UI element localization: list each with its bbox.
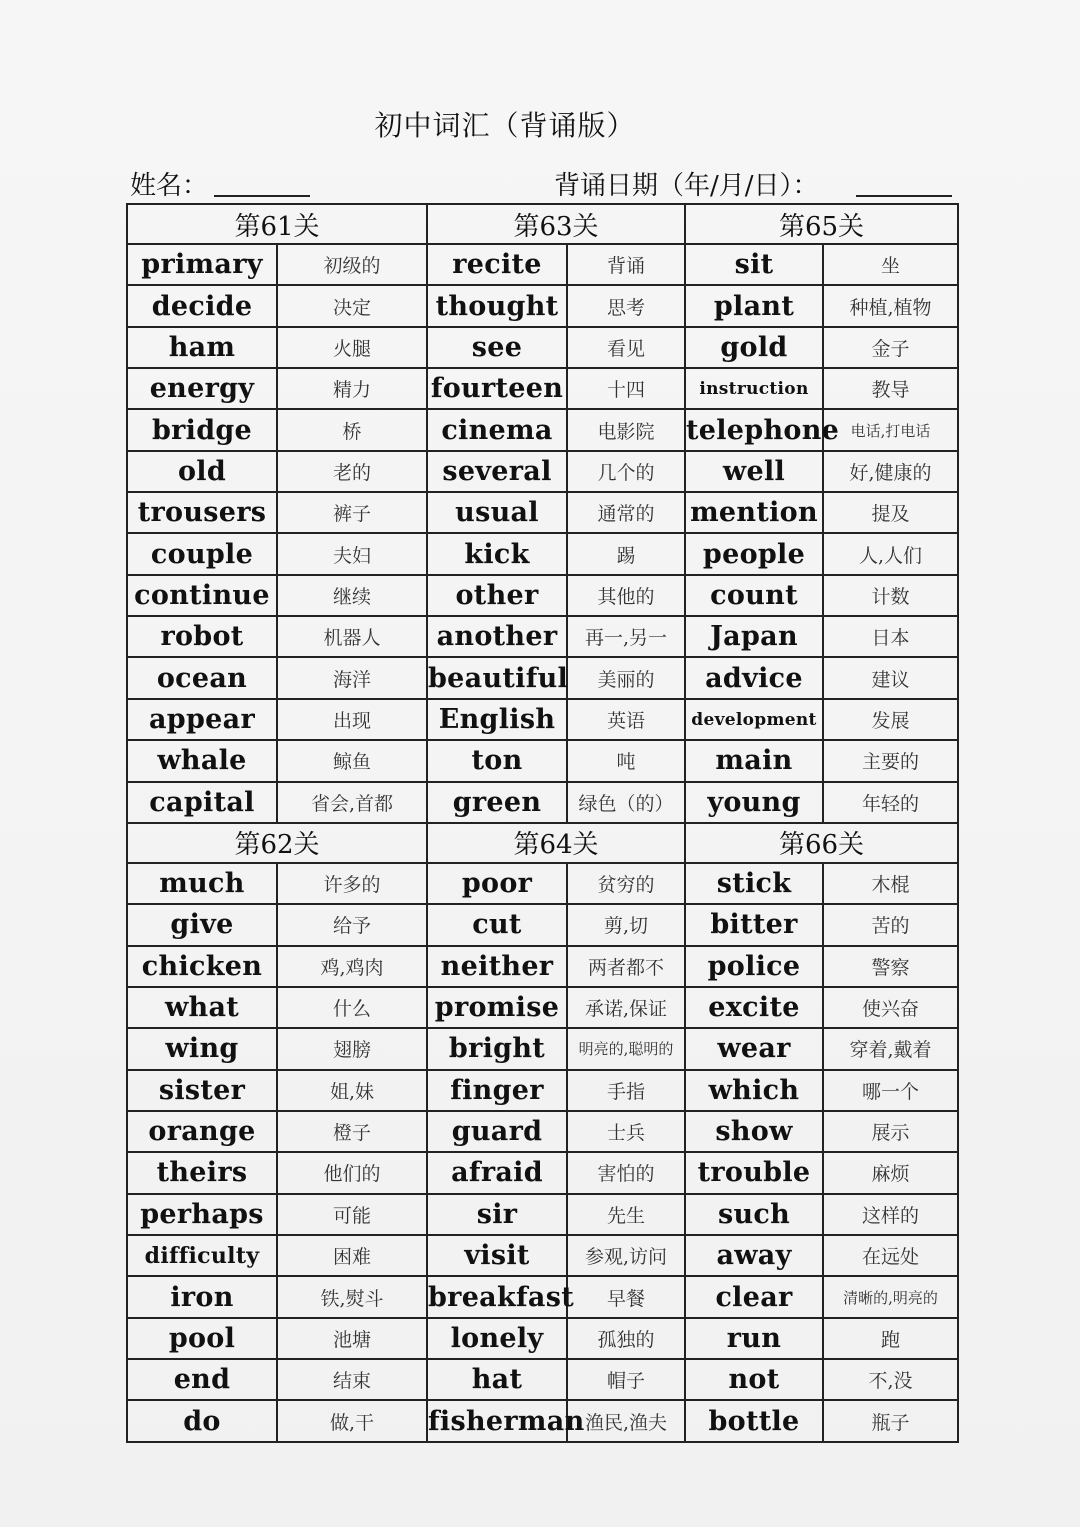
vocab-row <box>127 616 958 657</box>
chinese-meaning: 种植,植物 <box>823 285 958 326</box>
english-word: away <box>685 1235 823 1276</box>
english-word: run <box>685 1318 823 1359</box>
english-word: orange <box>127 1111 277 1152</box>
english-word: sister <box>127 1070 277 1111</box>
chinese-meaning: 瓶子 <box>823 1400 958 1442</box>
english-word: thought <box>427 285 567 326</box>
vocab-row <box>127 863 958 904</box>
chinese-meaning: 鸡,鸡肉 <box>277 946 427 987</box>
chinese-meaning: 建议 <box>823 657 958 698</box>
chinese-meaning: 士兵 <box>567 1111 685 1152</box>
chinese-meaning: 铁,熨斗 <box>277 1276 427 1317</box>
vocab-row <box>127 1152 958 1193</box>
english-word: stick <box>685 863 823 904</box>
level-header-row <box>127 823 958 863</box>
english-word: chicken <box>127 946 277 987</box>
chinese-meaning: 金子 <box>823 327 958 368</box>
level-header: 第65关 <box>685 204 958 244</box>
vocab-row <box>127 492 958 533</box>
english-word: decide <box>127 285 277 326</box>
english-word: whale <box>127 740 277 781</box>
vocab-row <box>127 1235 958 1276</box>
chinese-meaning: 看见 <box>567 327 685 368</box>
english-word: another <box>427 616 567 657</box>
english-word: theirs <box>127 1152 277 1193</box>
english-word: trousers <box>127 492 277 533</box>
chinese-meaning: 可能 <box>277 1194 427 1235</box>
english-word: cinema <box>427 409 567 450</box>
name-blank-line[interactable] <box>214 195 310 197</box>
english-word: guard <box>427 1111 567 1152</box>
english-word: wing <box>127 1028 277 1069</box>
english-word: ton <box>427 740 567 781</box>
chinese-meaning: 几个的 <box>567 451 685 492</box>
chinese-meaning: 池塘 <box>277 1318 427 1359</box>
vocab-row <box>127 409 958 450</box>
vocab-row <box>127 368 958 409</box>
english-word: capital <box>127 782 277 823</box>
level-header: 第63关 <box>427 204 685 244</box>
chinese-meaning: 两者都不 <box>567 946 685 987</box>
english-word: end <box>127 1359 277 1400</box>
english-word: perhaps <box>127 1194 277 1235</box>
english-word: robot <box>127 616 277 657</box>
chinese-meaning: 初级的 <box>277 244 427 285</box>
level-header-row <box>127 204 958 244</box>
chinese-meaning: 电影院 <box>567 409 685 450</box>
english-word: such <box>685 1194 823 1235</box>
chinese-meaning: 决定 <box>277 285 427 326</box>
vocab-row <box>127 987 958 1028</box>
english-word: primary <box>127 244 277 285</box>
english-word: afraid <box>427 1152 567 1193</box>
chinese-meaning: 日本 <box>823 616 958 657</box>
english-word: sir <box>427 1194 567 1235</box>
english-word: old <box>127 451 277 492</box>
english-word: iron <box>127 1276 277 1317</box>
chinese-meaning: 许多的 <box>277 863 427 904</box>
chinese-meaning: 裤子 <box>277 492 427 533</box>
vocab-row <box>127 657 958 698</box>
chinese-meaning: 夫妇 <box>277 533 427 574</box>
english-word: bottle <box>685 1400 823 1442</box>
english-word: do <box>127 1400 277 1442</box>
english-word: main <box>685 740 823 781</box>
english-word: telephone <box>685 409 823 450</box>
chinese-meaning: 渔民,渔夫 <box>567 1400 685 1442</box>
chinese-meaning: 木棍 <box>823 863 958 904</box>
english-word: plant <box>685 285 823 326</box>
english-word: show <box>685 1111 823 1152</box>
english-word: other <box>427 575 567 616</box>
english-word: recite <box>427 244 567 285</box>
chinese-meaning: 承诺,保证 <box>567 987 685 1028</box>
chinese-meaning: 电话,打电话 <box>823 409 958 450</box>
chinese-meaning: 年轻的 <box>823 782 958 823</box>
english-word: green <box>427 782 567 823</box>
english-word: fisherman <box>427 1400 567 1442</box>
vocab-row <box>127 1318 958 1359</box>
chinese-meaning: 不,没 <box>823 1359 958 1400</box>
chinese-meaning: 橙子 <box>277 1111 427 1152</box>
english-word: sit <box>685 244 823 285</box>
chinese-meaning: 结束 <box>277 1359 427 1400</box>
english-word: several <box>427 451 567 492</box>
chinese-meaning: 跑 <box>823 1318 958 1359</box>
english-word: appear <box>127 699 277 740</box>
vocab-row <box>127 533 958 574</box>
chinese-meaning: 继续 <box>277 575 427 616</box>
chinese-meaning: 通常的 <box>567 492 685 533</box>
english-word: cut <box>427 904 567 945</box>
vocab-row <box>127 451 958 492</box>
vocab-row <box>127 575 958 616</box>
english-word: poor <box>427 863 567 904</box>
chinese-meaning: 十四 <box>567 368 685 409</box>
level-header: 第64关 <box>427 823 685 863</box>
english-word: finger <box>427 1070 567 1111</box>
chinese-meaning: 海洋 <box>277 657 427 698</box>
english-word: bridge <box>127 409 277 450</box>
chinese-meaning: 警察 <box>823 946 958 987</box>
chinese-meaning: 发展 <box>823 699 958 740</box>
chinese-meaning: 害怕的 <box>567 1152 685 1193</box>
level-header: 第61关 <box>127 204 427 244</box>
date-label: 背诵日期（年/月/日）： <box>554 171 819 201</box>
chinese-meaning: 他们的 <box>277 1152 427 1193</box>
vocab-row <box>127 285 958 326</box>
english-word: young <box>685 782 823 823</box>
english-word: usual <box>427 492 567 533</box>
english-word: see <box>427 327 567 368</box>
english-word: bright <box>427 1028 567 1069</box>
chinese-meaning: 鲸鱼 <box>277 740 427 781</box>
english-word: English <box>427 699 567 740</box>
english-word: clear <box>685 1276 823 1317</box>
chinese-meaning: 在远处 <box>823 1235 958 1276</box>
chinese-meaning: 踢 <box>567 533 685 574</box>
chinese-meaning: 翅膀 <box>277 1028 427 1069</box>
chinese-meaning: 再一,另一 <box>567 616 685 657</box>
chinese-meaning: 英语 <box>567 699 685 740</box>
english-word: lonely <box>427 1318 567 1359</box>
page-title: 初中词汇（背诵版） <box>374 109 636 142</box>
english-word: breakfast <box>427 1276 567 1317</box>
chinese-meaning: 参观,访问 <box>567 1235 685 1276</box>
english-word: what <box>127 987 277 1028</box>
chinese-meaning: 其他的 <box>567 575 685 616</box>
english-word: Japan <box>685 616 823 657</box>
english-word: kick <box>427 533 567 574</box>
english-word: excite <box>685 987 823 1028</box>
english-word: energy <box>127 368 277 409</box>
vocab-row <box>127 1111 958 1152</box>
vocab-row <box>127 244 958 285</box>
vocab-row <box>127 1276 958 1317</box>
vocab-row <box>127 699 958 740</box>
english-word: people <box>685 533 823 574</box>
english-word: fourteen <box>427 368 567 409</box>
chinese-meaning: 火腿 <box>277 327 427 368</box>
chinese-meaning: 清晰的,明亮的 <box>823 1276 958 1317</box>
chinese-meaning: 绿色（的） <box>567 782 685 823</box>
english-word: pool <box>127 1318 277 1359</box>
chinese-meaning: 机器人 <box>277 616 427 657</box>
vocab-table <box>126 203 959 1443</box>
vocab-row <box>127 782 958 823</box>
chinese-meaning: 剪,切 <box>567 904 685 945</box>
chinese-meaning: 这样的 <box>823 1194 958 1235</box>
english-word: ocean <box>127 657 277 698</box>
english-word: ham <box>127 327 277 368</box>
english-word: mention <box>685 492 823 533</box>
vocab-row <box>127 1400 958 1442</box>
level-header: 第66关 <box>685 823 958 863</box>
name-label: 姓名： <box>130 171 209 201</box>
english-word: bitter <box>685 904 823 945</box>
chinese-meaning: 早餐 <box>567 1276 685 1317</box>
chinese-meaning: 背诵 <box>567 244 685 285</box>
chinese-meaning: 使兴奋 <box>823 987 958 1028</box>
chinese-meaning: 桥 <box>277 409 427 450</box>
chinese-meaning: 哪一个 <box>823 1070 958 1111</box>
chinese-meaning: 麻烦 <box>823 1152 958 1193</box>
chinese-meaning: 先生 <box>567 1194 685 1235</box>
english-word: police <box>685 946 823 987</box>
chinese-meaning: 计数 <box>823 575 958 616</box>
vocab-row <box>127 327 958 368</box>
vocab-row <box>127 1028 958 1069</box>
vocab-row <box>127 1359 958 1400</box>
english-word: visit <box>427 1235 567 1276</box>
english-word: not <box>685 1359 823 1400</box>
english-word: neither <box>427 946 567 987</box>
english-word: advice <box>685 657 823 698</box>
chinese-meaning: 好,健康的 <box>823 451 958 492</box>
chinese-meaning: 精力 <box>277 368 427 409</box>
english-word: give <box>127 904 277 945</box>
chinese-meaning: 手指 <box>567 1070 685 1111</box>
chinese-meaning: 明亮的,聪明的 <box>567 1028 685 1069</box>
english-word: well <box>685 451 823 492</box>
chinese-meaning: 人,人们 <box>823 533 958 574</box>
chinese-meaning: 美丽的 <box>567 657 685 698</box>
english-word: development <box>685 699 823 740</box>
chinese-meaning: 思考 <box>567 285 685 326</box>
chinese-meaning: 做,干 <box>277 1400 427 1442</box>
chinese-meaning: 给予 <box>277 904 427 945</box>
english-word: continue <box>127 575 277 616</box>
chinese-meaning: 省会,首都 <box>277 782 427 823</box>
chinese-meaning: 苦的 <box>823 904 958 945</box>
english-word: gold <box>685 327 823 368</box>
chinese-meaning: 什么 <box>277 987 427 1028</box>
chinese-meaning: 困难 <box>277 1235 427 1276</box>
english-word: instruction <box>685 368 823 409</box>
vocab-row <box>127 740 958 781</box>
english-word: count <box>685 575 823 616</box>
chinese-meaning: 提及 <box>823 492 958 533</box>
vocab-row <box>127 1070 958 1111</box>
english-word: difficulty <box>127 1235 277 1276</box>
chinese-meaning: 出现 <box>277 699 427 740</box>
english-word: couple <box>127 533 277 574</box>
date-blank-line[interactable] <box>856 195 952 197</box>
chinese-meaning: 老的 <box>277 451 427 492</box>
chinese-meaning: 姐,妹 <box>277 1070 427 1111</box>
info-row <box>130 165 956 201</box>
chinese-meaning: 吨 <box>567 740 685 781</box>
english-word: promise <box>427 987 567 1028</box>
english-word: much <box>127 863 277 904</box>
chinese-meaning: 坐 <box>823 244 958 285</box>
chinese-meaning: 展示 <box>823 1111 958 1152</box>
chinese-meaning: 穿着,戴着 <box>823 1028 958 1069</box>
chinese-meaning: 孤独的 <box>567 1318 685 1359</box>
vocab-row <box>127 904 958 945</box>
vocab-row <box>127 946 958 987</box>
chinese-meaning: 主要的 <box>823 740 958 781</box>
chinese-meaning: 教导 <box>823 368 958 409</box>
vocab-row <box>127 1194 958 1235</box>
english-word: trouble <box>685 1152 823 1193</box>
english-word: beautiful <box>427 657 567 698</box>
chinese-meaning: 帽子 <box>567 1359 685 1400</box>
level-header: 第62关 <box>127 823 427 863</box>
english-word: which <box>685 1070 823 1111</box>
chinese-meaning: 贫穷的 <box>567 863 685 904</box>
english-word: hat <box>427 1359 567 1400</box>
english-word: wear <box>685 1028 823 1069</box>
